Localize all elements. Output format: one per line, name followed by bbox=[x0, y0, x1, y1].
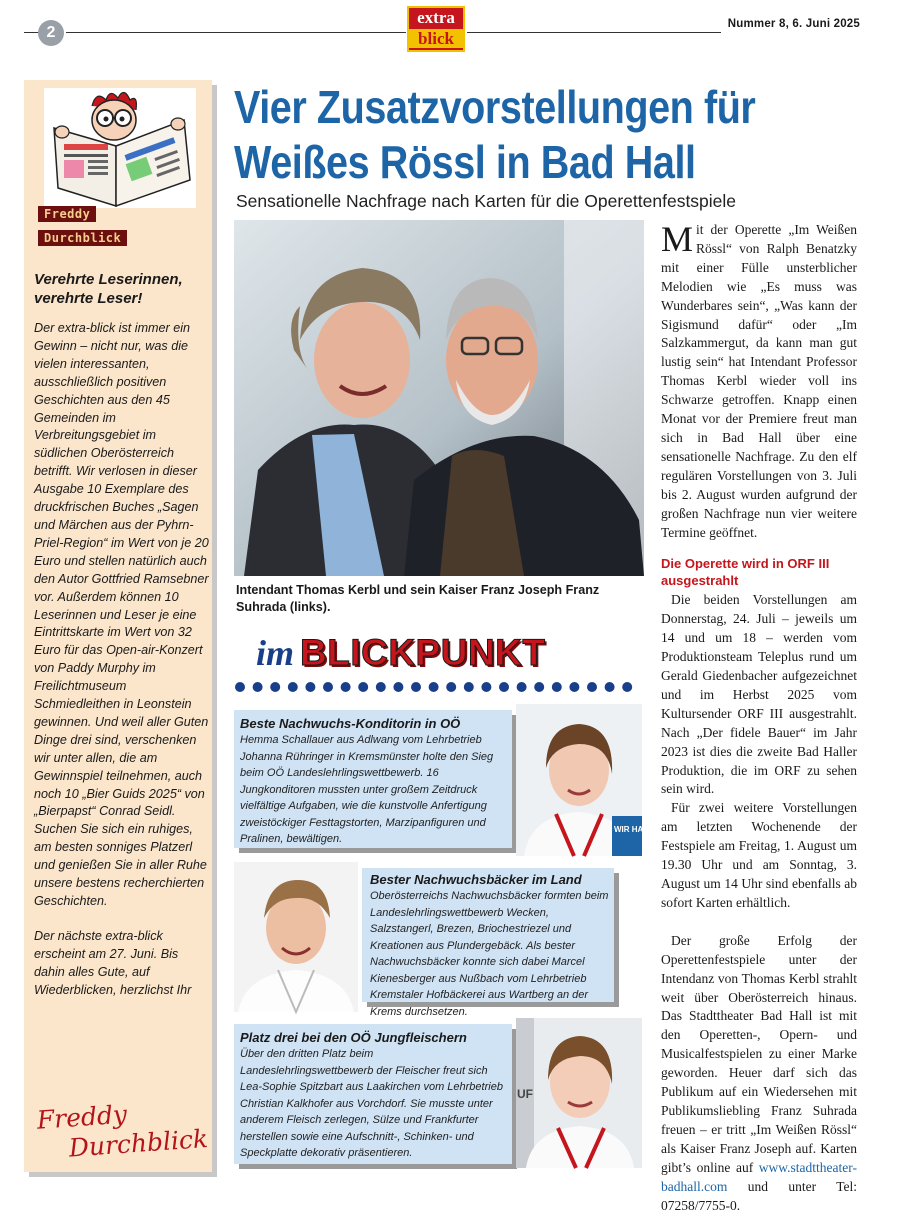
logo-line1: extra bbox=[417, 8, 455, 27]
dot bbox=[253, 682, 263, 692]
ticket-link[interactable]: www.stadttheater-badhall.com bbox=[661, 1159, 857, 1194]
photo-caption: Intendant Thomas Kerbl und sein Kaiser Franz Joseph Franz Suhrada (links). bbox=[236, 583, 600, 614]
header-rule-left bbox=[24, 32, 38, 33]
dot bbox=[517, 682, 527, 692]
blickpunkt-title bbox=[256, 632, 546, 674]
blickpunkt-main: BLICKPUNKT bbox=[300, 632, 546, 673]
background-sign-text: UF bbox=[517, 1087, 533, 1101]
news-text: Hemma Schallauer aus Adlwang vom Lehrbetrieb Johanna Rühringer in Kremsmünster holte den Sieg beim OÖ Landeslehrlingswettbewerb. 16 Jungkonditoren mussten unter großem Zeitdruck vielfältige Aufgaben, wie die kunstvolle Anfertigung zweistöckiger Festtagstorten, Marzipanfiguren und Pralinen, bewältigen. bbox=[240, 734, 494, 845]
dot bbox=[411, 682, 421, 692]
dot bbox=[605, 682, 615, 692]
dot bbox=[569, 682, 579, 692]
column-tag-line2: Durchblick bbox=[38, 230, 127, 246]
dot bbox=[288, 682, 298, 692]
article-photo bbox=[234, 220, 644, 576]
dot bbox=[323, 682, 333, 692]
article-headline: Vier Zusatzvorstellungen für Weißes Rössl in Bad Hall bbox=[234, 81, 756, 188]
news-box-baecker bbox=[362, 868, 614, 1018]
article-subheadline: Sensationelle Nachfrage nach Karten für die Operettenfestspiele bbox=[236, 191, 737, 211]
signature-line1: Freddy bbox=[35, 1099, 128, 1135]
dropcap: M bbox=[661, 219, 694, 259]
news-heading: Bester Nachwuchsbäcker im Land bbox=[370, 872, 582, 887]
dot bbox=[534, 682, 544, 692]
editorial-sidebar bbox=[24, 80, 212, 1172]
dot bbox=[499, 682, 509, 692]
news-heading: Platz drei bei den OÖ Jungfleischern bbox=[240, 1030, 467, 1045]
dot bbox=[587, 682, 597, 692]
extra-blick-logo bbox=[407, 6, 465, 52]
news-box-konditorin bbox=[234, 710, 512, 848]
page-number: 2 bbox=[38, 20, 64, 46]
news-heading: Beste Nachwuchs-Konditorin in OÖ bbox=[240, 716, 461, 731]
column-tag-line1: Freddy bbox=[38, 206, 96, 222]
dot bbox=[305, 682, 315, 692]
signature-line2: Durchblick bbox=[67, 1123, 209, 1163]
portrait-konditorin bbox=[516, 704, 680, 856]
dot bbox=[622, 682, 632, 692]
portrait-baecker bbox=[234, 862, 358, 1012]
header-rule-right bbox=[467, 32, 721, 33]
dot bbox=[270, 682, 280, 692]
dot bbox=[429, 682, 439, 692]
header-rule-middle bbox=[66, 32, 406, 33]
article-paragraph-4: Der große Erfolg der Operettenfestspiele unter der Intendanz von Thomas Kerbl strahlt weit über Oberösterreich hinaus. Das Stadttheater Bad Hall ist mit den Operetten-, Opern- und Musicalfestspielen zu einer Marke geworden. Heuer darf sich das Publikum auf ein Wiedersehen mit Publikumsliebling Franz Suhrada freuen – er tritt „Im Weißen Rössl“ als Kaiser Franz Joseph auf. Karten gibt’s online auf www.stadttheater-badhall.com und unter Tel: 07258/7755-0. bbox=[661, 932, 858, 1213]
news-box-fleischer bbox=[234, 1024, 512, 1164]
blickpunkt-dot-rule bbox=[234, 680, 644, 694]
blickpunkt-im: im bbox=[256, 633, 295, 673]
dot bbox=[393, 682, 403, 692]
article-subheading: Die Operette wird in ORF III ausgestrahlt bbox=[661, 556, 830, 589]
dot bbox=[464, 682, 474, 692]
logo-line2: blick bbox=[409, 29, 463, 48]
article-paragraph-1: Mit der Operette „Im Weißen Rössl“ von Ralph Benatzky mit einer Fülle unsterblicher Melodien wie „Es muss was Wunderbares sein“, „Was kann der Sigismund dafür“ oder „Im Salzkammergut, da kann man gut lustig sein“ hat Intendant Professor Thomas Kerbl wieder voll ins Schwarze getroffen. Knapp einen Monat vor der Premiere freut man sich in Bad Hall über eine sensationelle Nachfrage. Zu den elf regulären Vorstellungen von 3. Juli bis 2. August wurden aufgrund der großen Nachfrage nun vier weitere Termine geöffnet. bbox=[661, 219, 857, 540]
dot bbox=[235, 682, 245, 692]
dot bbox=[358, 682, 368, 692]
handwritten-signature bbox=[35, 1094, 209, 1171]
news-text: Über den dritten Platz beim Landeslehrlingswettbewerb der Fleischer freut sich Lea-Sophie Spitzbart aus Laakirchen vom Lehrbetrieb Christian Kalkhofer aus Vorchdorf. Sie musste unter anderem Fleisch zerlegen, Sülze und Frankfurter herstellen sowie eine Aufschnitt-, Schinken- und Speckplatte dekorativ präsentieren. bbox=[240, 1048, 503, 1159]
issue-date: Nummer 8, 6. Juni 2025 bbox=[727, 18, 860, 30]
dot bbox=[552, 682, 562, 692]
mascot-illustration bbox=[44, 88, 196, 208]
article-paragraph-2: Die beiden Vorstellungen am Donnerstag, 24. Juli – jeweils um 14 und um 18 – werden vom Produktionsteam Teleplus rund um Gerald Giedenbacher aufgezeichnet und im Herbst 2025 vom Kultursender ORF III ausgestrahlt. Nach „Der fidele Bauer“ im Jahr 2023 ist dies die zweite Bad Haller Produktion, die im ORF zu sehen sein wird. bbox=[661, 592, 857, 797]
sidebar-body bbox=[34, 320, 210, 1000]
article-body bbox=[661, 221, 857, 1215]
news-text: Oberösterreichs Nachwuchsbäcker formten beim Landeslehrlingswettbewerb Wecken, Salzstangerl, Brezen, Briochestriezel und Kreationen aus Plundergebäck. Als bester Nachwuchsbäcker konnte sich dabei Marcel Kienesberger aus Nußbach vom Lehrbetrieb Kremstaler Hofbäckerei aus Wartberg an der Krems durchsetzen. bbox=[370, 890, 609, 1018]
sidebar-paragraph: Der extra-blick ist immer ein Gewinn – nicht nur, was die vielen interessanten, ausschließlich positiven Geschichten aus den 45 Gemeinden im Verbreitungsgebiet im südlichen Oberösterreich betrifft. Wir verlosen in dieser Ausgabe 10 Exemplare des druckfrischen Buches „Sagen und Märchen aus der Pyhrn-Priel-Region“ im Wert von je 20 Euro und stellen natürlich auch den Autor Gottfried Ramsebner vor. Außerdem können 10 Leserinnen und Leser je eine Eintrittskarte im Wert von 32 Euro für das Open-air-Konzert von Paddy Murphy im Freilichtmuseum Schmiedleithen in Leonstein gewinnen. Und weil aller Guten Dinge drei sind, verschenken wir unter allen, die am Gewinnspiel teilnehmen, auch noch 10 „Bier Guids 2025“ von „Bierpapst“ Conrad Seidl. Suchen Sie sich ein ruhiges, am besten sonniges Platzerl und genießen Sie in aller Ruhe unsere bestens recherchierten Geschichten. bbox=[34, 321, 209, 908]
portrait-fleischerin bbox=[516, 1018, 642, 1168]
sidebar-paragraph: Der nächste extra-blick erscheint am 27. Juni. Bis dahin alles Gute, auf Wiederblicken, herzlichst Ihr bbox=[34, 928, 192, 997]
article-paragraph-3: Für zwei weitere Vorstellungen am letzten Wochenende der Festspiele am Freitag, 1. August um 19.30 Uhr und am Sonntag, 3. August um 14 Uhr sind ebenfalls ab sofort Karten erhältlich. bbox=[661, 800, 857, 910]
dot bbox=[376, 682, 386, 692]
dot bbox=[341, 682, 351, 692]
dot bbox=[446, 682, 456, 692]
banner-text: WIR HABEN DRA bbox=[614, 825, 680, 834]
dot bbox=[481, 682, 491, 692]
sidebar-greeting: Verehrte Leserinnen, verehrte Leser! bbox=[34, 271, 183, 307]
